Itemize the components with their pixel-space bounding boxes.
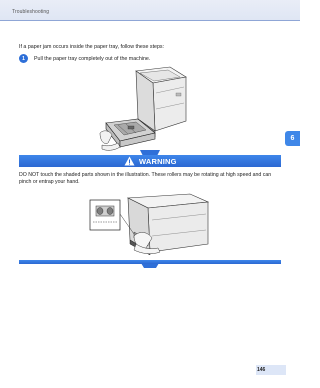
warning-icon (124, 156, 135, 166)
step-text: Pull the paper tray completely out of the machine. (34, 55, 151, 62)
roller-warning-illustration (88, 192, 210, 255)
warning-end-bar (19, 260, 281, 264)
intro-text: If a paper jam occurs inside the paper tray, follow these steps: (19, 44, 165, 50)
warning-label: WARNING (139, 156, 177, 166)
page-number: 146 (257, 367, 266, 373)
step-1 (19, 54, 150, 63)
step-number-badge: 1 (19, 54, 28, 63)
warning-text: DO NOT touch the shaded parts shown in the illustration. These rollers may be rotating at high speed and can pinch or entrap your hand. (19, 172, 272, 186)
printer-tray-illustration (98, 63, 188, 151)
page-number-box (256, 365, 286, 375)
chapter-tab: 6 (285, 131, 300, 146)
warning-heading (124, 156, 177, 166)
header-section-title: Troubleshooting (12, 9, 50, 15)
warning-banner (19, 155, 281, 167)
